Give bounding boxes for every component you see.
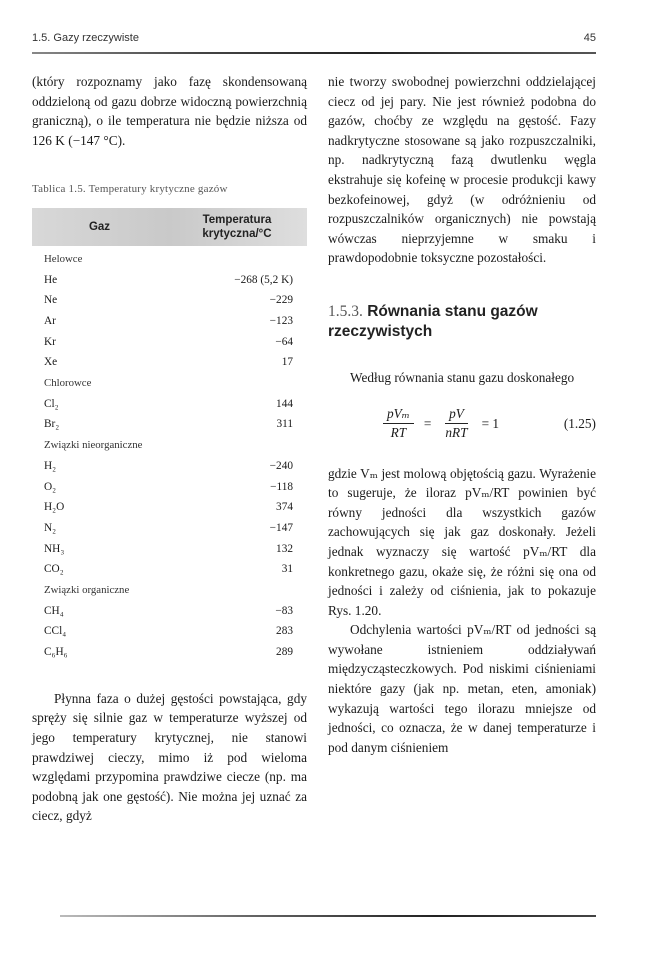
fraction-denominator: RT [390, 425, 407, 441]
gas-name: Chlorowce [44, 377, 92, 390]
gas-name: Cl₂ [44, 397, 59, 410]
table-group-row [32, 249, 307, 270]
left-paragraph-2: Płynna faza o dużej gęstości powstająca, gdy spręży się silnie gaz w temperaturze wyższej od jego temperatury krytycznej, nie stanowi prawdziwej cieczy, mimo iż pod wieloma względami przypomina prawdziwe ciecze (np. ma podobną jak one gęstość). Nie można jej uznać za ciecz, gdyż [32, 690, 307, 824]
table-row [32, 477, 307, 498]
table-group-row [32, 373, 307, 394]
gas-name: H₂O [44, 501, 65, 514]
section-heading [328, 302, 596, 342]
table-row [32, 352, 307, 373]
critical-temperature-value: 31 [281, 563, 293, 576]
left-column [32, 72, 307, 826]
fraction-pvm-rt [383, 405, 414, 442]
page-number: 45 [583, 32, 596, 44]
critical-temperature-value: 283 [276, 625, 293, 638]
header-temperature-line2: krytyczna/°C [202, 227, 272, 240]
table-row [32, 642, 307, 663]
fraction-pv-nrt [441, 405, 471, 442]
critical-temperature-value: −147 [269, 521, 293, 534]
equation-number: (1.25) [563, 415, 596, 431]
critical-temperature-value: −240 [269, 459, 293, 472]
section-heading-text: Równania stanu gazów rzeczywistych [328, 302, 538, 340]
header-rule [32, 52, 596, 54]
critical-temperature-value: −118 [270, 480, 293, 493]
gas-name: CO₂ [44, 563, 64, 576]
gas-name: Ar [44, 315, 56, 328]
gas-name: CH₄ [44, 604, 64, 617]
section-title: 1.5. Gazy rzeczywiste [32, 32, 139, 44]
gas-name: O₂ [44, 480, 57, 493]
critical-temperature-value: −268 (5,2 K) [234, 273, 293, 286]
critical-temperature-value [183, 580, 307, 601]
critical-temperature-value [183, 249, 307, 270]
critical-temperature-value: 144 [276, 397, 293, 410]
gas-name: NH₃ [44, 542, 65, 555]
header-gas: Gaz [88, 220, 111, 233]
right-column [328, 72, 596, 757]
fraction-denominator: nRT [445, 425, 468, 441]
fraction-numerator: pV [445, 405, 468, 424]
table-header [32, 208, 307, 246]
table-caption: Tablica 1.5. Temperatury krytyczne gazów [32, 183, 228, 196]
header-temperature-line1: Temperatura [202, 213, 272, 226]
table-row [32, 290, 307, 311]
table-row [32, 414, 307, 435]
critical-temperature-value: 374 [276, 501, 293, 514]
table-row [32, 559, 307, 580]
table-row [32, 539, 307, 560]
gas-name: Związki nieorganiczne [44, 439, 143, 452]
gas-name: Br₂ [44, 418, 60, 431]
right-paragraph-4: Odchylenia wartości pVₘ/RT od jedności są wywołane istnieniem oddziaływań międzycząsteczkowych. Pod niskimi ciśnieniami niektóre gazy (jak np. metan, eten, amoniak) wykazują wartości tego ilorazu mniejsze od jedności, co oznacza, że w danej temperaturze i pod danym ciśnieniem [328, 622, 596, 755]
table-body [32, 246, 307, 663]
section-heading-number: 1.5.3. [328, 302, 363, 320]
running-header [32, 30, 596, 48]
gas-name: Związki organiczne [44, 583, 130, 596]
critical-temperature-value: −123 [269, 315, 293, 328]
gas-name: Kr [44, 335, 56, 348]
gas-name: Xe [44, 356, 58, 369]
table-row [32, 394, 307, 415]
table-row [32, 456, 307, 477]
equation-rhs: = 1 [481, 415, 500, 431]
critical-temperature-value: 132 [276, 542, 293, 555]
equals-sign: = [423, 415, 432, 431]
critical-temperature-value: 311 [276, 418, 293, 431]
table-group-row [32, 435, 307, 456]
table-row [32, 621, 307, 642]
gas-name: CCl₄ [44, 625, 67, 638]
critical-temperature-value [183, 435, 307, 456]
table-row [32, 311, 307, 332]
header-temperature [167, 213, 307, 241]
right-paragraph-1: nie tworzy swobodnej powierzchni oddzielającej ciecz od jej pary. Nie jest również podobna do gazów, choćby ze względu na gęstość. Fazy nadkrytyczne stosowane są jako rozpuszczalniki, np. nadkrytyczną fazą dwutlenku węgla ekstrahuje się kofeinę w procesie produkcji kawy bezkofeinowej, gdyż (w odróżnieniu od rozpuszczalników organicznych) nie powstają wówczas nieprzyjemne w smaku i prawdopodobnie toksyczne pozostałości. [328, 74, 596, 266]
left-paragraph-1: (który rozpoznamy jako fazę skondensowaną oddzieloną od gazu dobrze widoczną powierzchnią graniczną), o ile temperatura nie będzie niższa od 126 K (−147 °C). [32, 74, 307, 148]
gas-name: N₂ [44, 521, 57, 534]
critical-temperature-value: −64 [275, 335, 293, 348]
gas-name: Helowce [44, 252, 83, 265]
critical-temperature-table [32, 208, 307, 663]
table-row [32, 601, 307, 622]
gas-name: Ne [44, 294, 58, 307]
critical-temperature-value: 17 [281, 356, 293, 369]
gas-name: C₆H₆ [44, 646, 68, 659]
critical-temperature-value [183, 373, 307, 394]
table-row [32, 518, 307, 539]
fraction-numerator: pVₘ [383, 405, 414, 424]
critical-temperature-value: 289 [276, 646, 293, 659]
gas-name: H₂ [44, 459, 57, 472]
equation-1-25 [328, 392, 596, 456]
table-group-row [32, 580, 307, 601]
critical-temperature-value: −229 [269, 294, 293, 307]
right-paragraph-3: gdzie Vₘ jest molową objętością gazu. Wyrażenie to sugeruje, że iloraz pVₘ/RT powinien być równy jedności dla wszystkich gazów zachowujących się jak gaz doskonały. Jeżeli jednak wyznaczy się wartość pVₘ/RT dla konkretnego gazu, okaże się, że różni się ona od jedności i zależy od ciśnienia, jak to pokazuje Rys. 1.20. [328, 465, 596, 618]
table-row [32, 270, 307, 291]
table-row [32, 497, 307, 518]
footer-rule [60, 915, 596, 917]
table-row [32, 332, 307, 353]
equation-body [328, 405, 556, 442]
critical-temperature-value: −83 [275, 604, 293, 617]
right-paragraph-2: Według równania stanu gazu doskonałego [350, 369, 575, 385]
gas-name: He [44, 273, 58, 286]
